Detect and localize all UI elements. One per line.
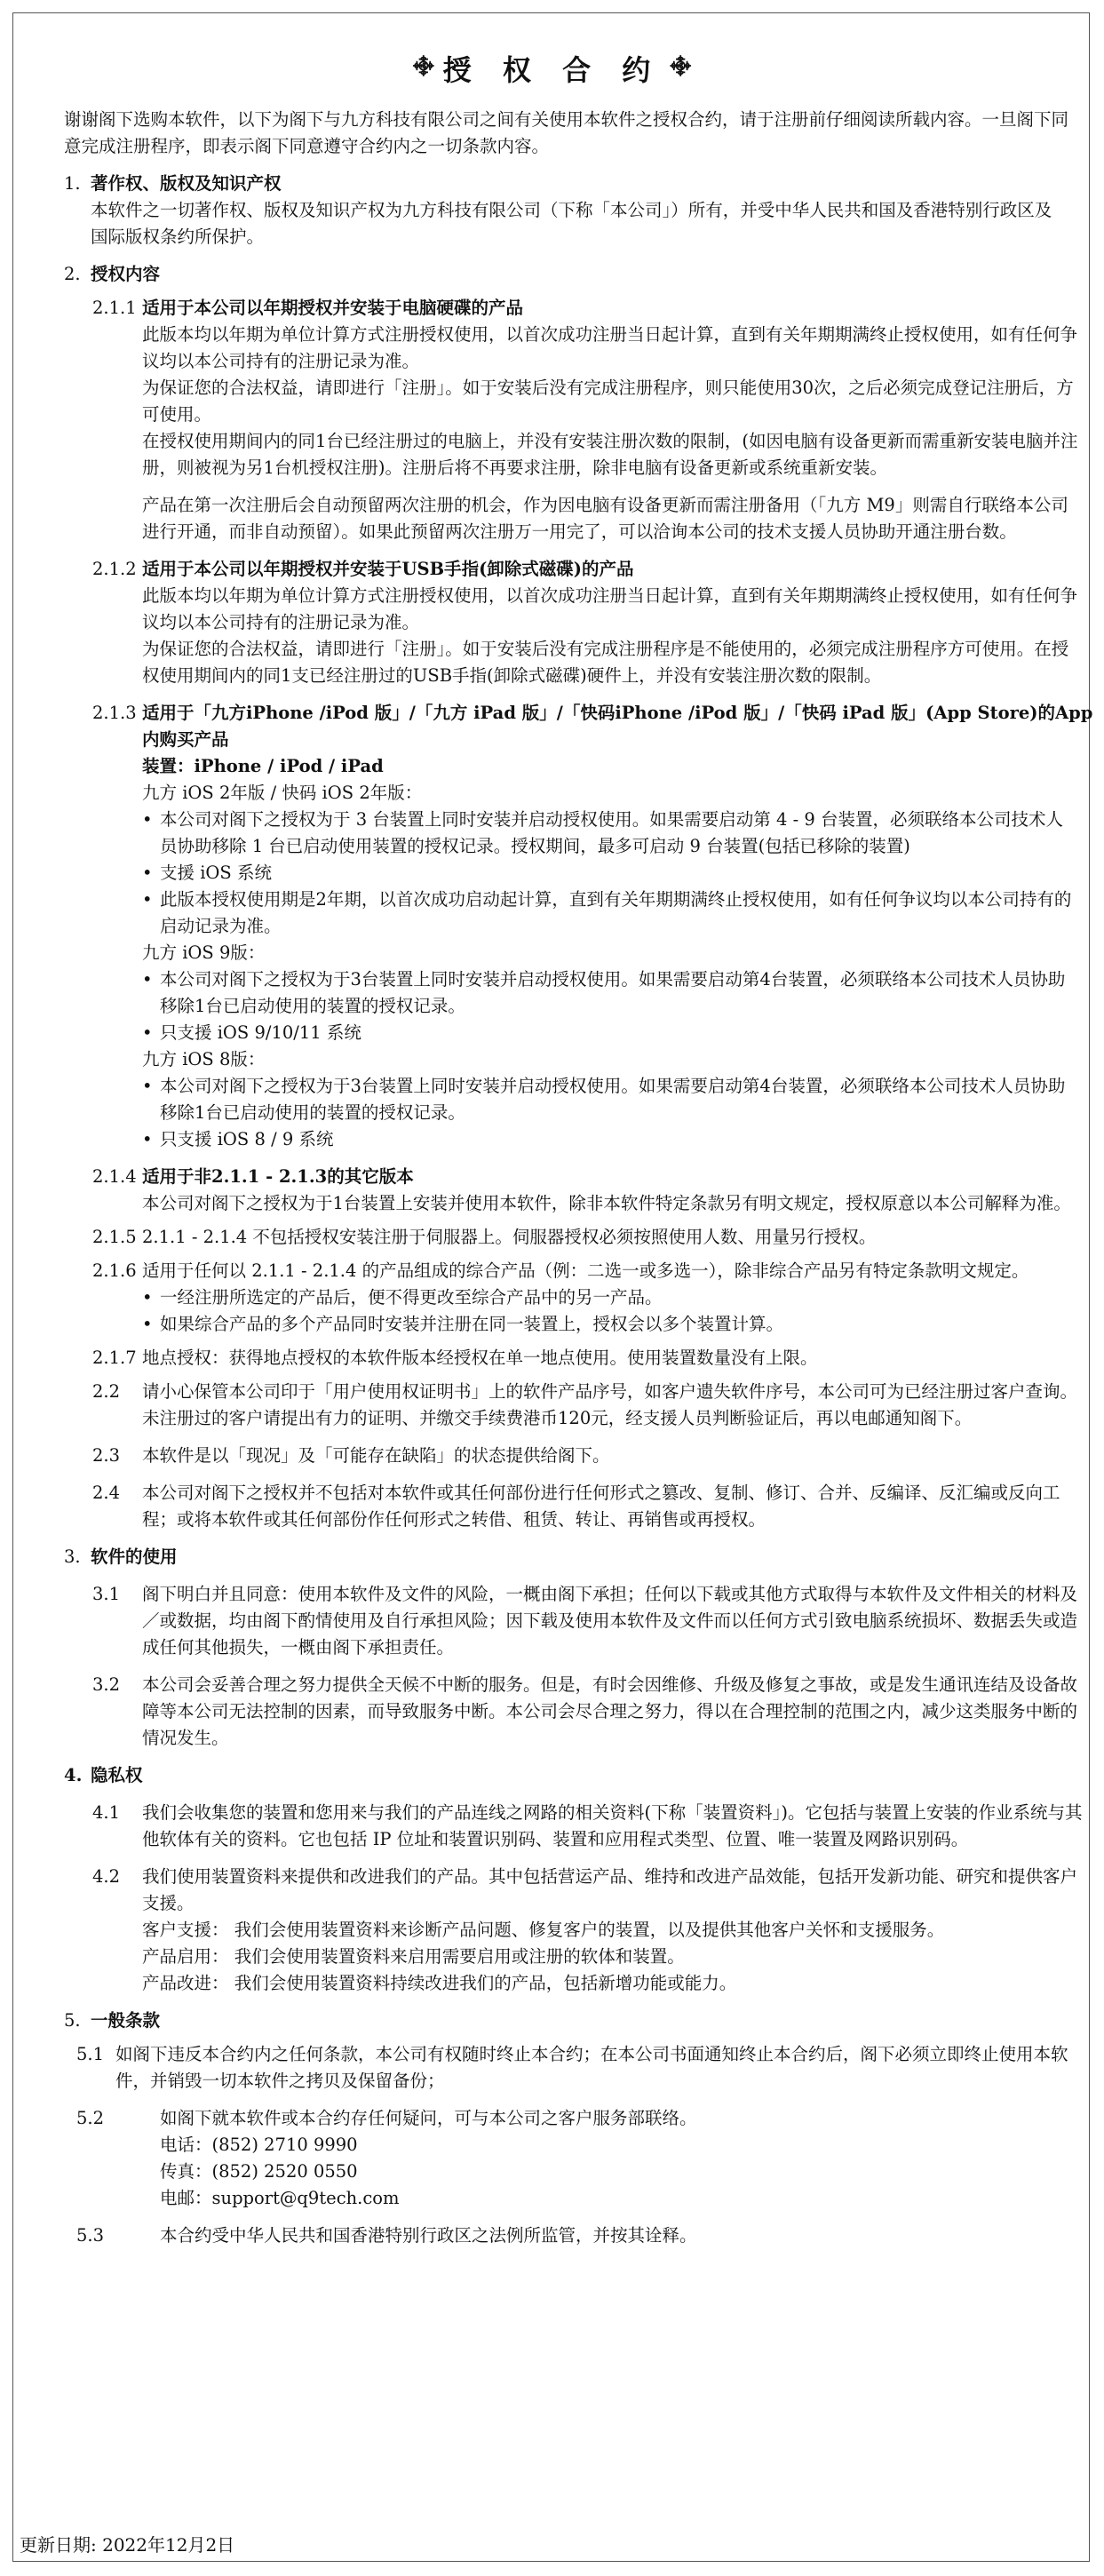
agreement-content [0, 107, 1104, 2249]
clause-number: 2.1.5 [92, 1227, 137, 1247]
list-item: • 本公司对阁下之授权为于 3 台装置上同时安装并启动授权使用。如果需要启动第 4 - 9 台装置，必须联络本公司技术人员协助移除 1 台已启动使用装置的授权记录。授权期间，最多可启动 9 台装置(包括已移除的装置) [142, 807, 1079, 860]
clause-3-1 [92, 1581, 1104, 1661]
support-line: 客户支援： 我们会使用装置资料来诊断产品问题、修复客户的装置，以及提供其他客户关怀和支援服务。 [142, 1920, 945, 1940]
section-title: 软件的使用 [91, 1546, 178, 1567]
list-item: • 本公司对阁下之授权为于3台装置上同时安装并启动授权使用。如果需要启动第4台装置，必须联络本公司技术人员协助移除1台已启动使用的装置的授权记录。 [142, 1073, 1079, 1126]
clause-2-2 [92, 1379, 1104, 1432]
section-3-heading [64, 1544, 1104, 1570]
bullet-icon: • [142, 1287, 153, 1308]
list-item: • 如果综合产品的多个产品同时安装并注册在同一装置上，授权会以多个装置计算。 [142, 1311, 1079, 1338]
section-number: 4. [64, 1765, 83, 1785]
clause-2-1-5 [92, 1224, 1104, 1251]
clause-2-4 [92, 1480, 1104, 1533]
clause-number: 2.3 [92, 1445, 121, 1466]
section-number: 5. [64, 2010, 81, 2031]
section-number: 2. [64, 264, 81, 284]
section-1-body: 本软件之一切著作权、版权及知识产权为九方科技有限公司（下称「本公司」）所有，并受中华人民共和国及香港特别行政区及国际版权条约所保护。 [91, 200, 1052, 247]
update-date: 更新日期: 2022年12月2日 [20, 2534, 235, 2556]
clause-text: 2.1.1 - 2.1.4 不包括授权安装注册于伺服器上。伺服器授权必须按照使用人数、用量另行授权。 [142, 1227, 877, 1247]
clause-text: 如阁下违反本合约内之任何条款，本公司有权随时终止本合约；在本公司书面通知终止本合约后，阁下必须立即终止使用本软件，并销毁一切本软件之拷贝及保留备份； [115, 2044, 1068, 2091]
clause-text: 请小心保管本公司印于「用户使用权证明书」上的软件产品序号，如客户遗失软件序号，本公司可为已经注册过客户查询。未注册过的客户请提出有力的证明、并缴交手续费港币120元，经支援人员判断验证后，再以电邮通知阁下。 [142, 1381, 1078, 1428]
list-item: • 此版本授权使用期是2年期，以首次成功启动起计算，直到有关年期期满终止授权使用，如有任何争议均以本公司持有的启动记录为准。 [142, 886, 1079, 940]
clause-number: 2.4 [92, 1483, 121, 1503]
bullet-icon: • [142, 969, 153, 990]
clause-number: 3.2 [92, 1674, 121, 1695]
clause-number: 2.1.3 [92, 703, 137, 723]
section-title: 授权内容 [91, 264, 161, 284]
section-title: 著作权、版权及知识产权 [91, 173, 282, 194]
ios9-heading: 九方 iOS 9版： [142, 942, 266, 963]
list-item: • 只支援 iOS 9/10/11 系统 [142, 1020, 1079, 1046]
bullet-icon: • [142, 1022, 153, 1043]
list-item: • 支援 iOS 系统 [142, 860, 1079, 886]
clause-5-2 [76, 2105, 1104, 2132]
clause-number: 2.1.7 [92, 1348, 137, 1368]
section-title: 一般条款 [91, 2010, 161, 2031]
ios8-heading: 九方 iOS 8版： [142, 1049, 266, 1069]
clause-2-1-1-p3: 在授权使用期间内的同1台已经注册过的电脑上，并没有安装注册次数的限制，(如因电脑有设备更新而需重新安装电脑并注册，则被视为另1台机授权注册)。注册后将不再要求注册，除非电脑有设备更新或系统重新安装。 [142, 431, 1078, 478]
clause-number: 2.1.6 [92, 1260, 137, 1281]
ornament-right-icon: ࿇ [670, 52, 692, 79]
email-link[interactable]: 电邮：support@q9tech.com [160, 2188, 400, 2208]
clause-text: 如阁下就本软件或本合约存任何疑问，可与本公司之客户服务部联络。 [160, 2108, 697, 2128]
clause-text: 本合约受中华人民共和国香港特别行政区之法例所监管，并按其诠释。 [160, 2225, 697, 2246]
clause-5-1 [76, 2041, 1104, 2095]
clause-2-1-6 [92, 1258, 1104, 1284]
list-item: • 本公司对阁下之授权为于3台装置上同时安装并启动授权使用。如果需要启动第4台装置，必须联络本公司技术人员协助移除1台已启动使用的装置的授权记录。 [142, 966, 1079, 1020]
bullet-icon: • [142, 1314, 153, 1334]
device-line: 装置：iPhone / iPod / iPad [142, 756, 384, 776]
activation-line: 产品启用： 我们会使用装置资料来启用需要启用或注册的软体和装置。 [142, 1946, 685, 1967]
ornament-left-icon: ࿇ [412, 52, 434, 79]
list-item: • 一经注册所选定的产品后，便不得更改至综合产品中的另一产品。 [142, 1284, 1079, 1311]
clause-2-1-2-heading [92, 556, 1104, 583]
clause-2-1-1-p4: 产品在第一次注册后会自动预留两次注册的机会，作为因电脑有设备更新而需注册备用（「九方 M9」则需自行联络本公司进行开通，而非自动预留）。如果此预留两次注册万一用完了，可以洽询本公司的技术支援人员协助开通注册台数。 [142, 495, 1068, 542]
clause-2-1-7 [92, 1345, 1104, 1371]
bullet-icon: • [142, 1076, 153, 1096]
page-title: ࿇ 授 权 合 约 ࿇ [0, 40, 1104, 105]
bullet-icon: • [142, 889, 153, 910]
clause-number: 5.2 [76, 2108, 105, 2128]
clause-2-1-3-heading [92, 700, 1104, 753]
section-5-heading [64, 2008, 1104, 2034]
improvement-line: 产品改进： 我们会使用装置资料持续改进我们的产品，包括新增功能或能力。 [142, 1973, 737, 1993]
clause-2-1-1-heading [92, 295, 1104, 322]
clause-number: 2.2 [92, 1381, 121, 1402]
fax-line: 传真：(852) 2520 0550 [160, 2161, 358, 2182]
clause-2-1-1-p1: 此版本均以年期为单位计算方式注册授权使用，以首次成功注册当日起计算，直到有关年期期满终止授权使用，如有任何争议均以本公司持有的注册记录为准。 [142, 324, 1078, 371]
clause-text: 阁下明白并且同意：使用本软件及文件的风险，一概由阁下承担；任何以下载或其他方式取得与本软件及文件相关的材料及／或数据，均由阁下酌情使用及自行承担风险；因下载及使用本软件及文件而以任何方式引致电脑系统损坏、数据丢失或造成任何其他损失，一概由阁下承担责任。 [142, 1584, 1078, 1658]
clause-5-3 [76, 2222, 1104, 2249]
intro-paragraph: 谢谢阁下选购本软件，以下为阁下与九方科技有限公司之间有关使用本软件之授权合约，请于注册前仔细阅读所载内容。一旦阁下同意完成注册程序，即表示阁下同意遵守合约内之一切条款内容。 [64, 109, 1069, 156]
clause-2-3 [92, 1443, 1104, 1469]
clause-2-1-2-p1: 此版本均以年期为单位计算方式注册授权使用，以首次成功注册当日起计算，直到有关年期期满终止授权使用，如有任何争议均以本公司持有的注册记录为准。 [142, 585, 1078, 632]
clause-number: 2.1.2 [92, 559, 137, 579]
section-number: 1. [64, 173, 81, 194]
clause-number: 3.1 [92, 1584, 121, 1604]
clause-text: 本公司会妥善合理之努力提供全天候不中断的服务。但是，有时会因维修、升级及修复之事故，或是发生通讯连结及设备故障等本公司无法控制的因素，而导致服务中断。本公司会尽合理之努力，得以在合理控制的范围之内，减少这类服务中断的情况发生。 [142, 1674, 1078, 1748]
clause-text: 本公司对阁下之授权并不包括对本软件或其任何部份进行任何形式之篡改、复制、修订、合并、反编译、反汇编或反向工程；或将本软件或其任何部份作任何形式之转借、租赁、转让、再销售或再授权。 [142, 1483, 1060, 1530]
section-2-heading [64, 261, 1104, 288]
clause-title: 适用于本公司以年期授权并安装于USB手指(卸除式磁碟)的产品 [142, 559, 634, 579]
clause-text: 适用于任何以 2.1.1 - 2.1.4 的产品组成的综合产品（例：二选一或多选一），除非综合产品另有特定条款明文规定。 [142, 1260, 1029, 1281]
clause-number: 5.1 [76, 2044, 105, 2064]
clause-title: 适用于非2.1.1 - 2.1.3的其它版本 [142, 1166, 414, 1187]
bullet-icon: • [142, 863, 153, 883]
list-item: • 只支援 iOS 8 / 9 系统 [142, 1126, 1079, 1153]
clause-2-1-1-p2: 为保证您的合法权益，请即进行「注册」。如于安装后没有完成注册程序，则只能使用30次，之后必须完成登记注册后，方可使用。 [142, 378, 1074, 425]
clause-text: 我们会收集您的装置和您用来与我们的产品连线之网路的相关资料(下称「装置资料」)。它包括与装置上安装的作业系统与其他软体有关的资料。它也包括 IP 位址和装置识别码、装置和应用程式类型、位置、唯一装置及网路识别码。 [142, 1802, 1083, 1849]
section-number: 3. [64, 1546, 81, 1567]
clause-2-1-4-p1: 本公司对阁下之授权为于1台装置上安装并使用本软件，除非本软件特定条款另有明文规定，授权原意以本公司解释为准。 [142, 1193, 1071, 1213]
section-title: 隐私权 [91, 1765, 143, 1785]
clause-number: 5.3 [76, 2225, 105, 2246]
section-4-heading [64, 1762, 1104, 1789]
ios2-heading: 九方 iOS 2年版 / 快码 iOS 2年版： [142, 783, 423, 803]
clause-number: 4.2 [92, 1866, 121, 1887]
clause-2-1-4-heading [92, 1164, 1104, 1190]
bullet-icon: • [142, 809, 153, 830]
clause-number: 2.1.1 [92, 298, 137, 318]
clause-text: 本软件是以「现况」及「可能存在缺陷」的状态提供给阁下。 [142, 1445, 610, 1466]
clause-2-1-2-p2: 为保证您的合法权益，请即进行「注册」。如于安装后没有完成注册程序是不能使用的，必须完成注册程序方可使用。在授权使用期间内的同1支已经注册过的USB手指(卸除式磁碟)硬件上，并没有安装注册次数的限制。 [142, 639, 1069, 686]
section-1-heading [64, 171, 1104, 197]
clause-3-2 [92, 1672, 1104, 1752]
clause-number: 4.1 [92, 1802, 121, 1823]
clause-title: 适用于「九方iPhone /iPod 版」/「九方 iPad 版」/「快码iPhone /iPod 版」/「快码 iPad 版」(App Store)的App 内购买产品 [142, 703, 1093, 750]
clause-4-2 [92, 1864, 1104, 1917]
clause-title: 适用于本公司以年期授权并安装于电脑硬碟的产品 [142, 298, 524, 318]
clause-text: 我们使用装置资料来提供和改进我们的产品。其中包括营运产品、维持和改进产品效能，包括开发新功能、研究和提供客户支援。 [142, 1866, 1078, 1913]
clause-text: 地点授权：获得地点授权的本软件版本经授权在单一地点使用。使用装置数量没有上限。 [142, 1348, 818, 1368]
phone-line: 电话：(852) 2710 9990 [160, 2135, 358, 2155]
clause-4-1 [92, 1800, 1104, 1853]
clause-number: 2.1.4 [92, 1166, 137, 1187]
bullet-icon: • [142, 1129, 153, 1149]
